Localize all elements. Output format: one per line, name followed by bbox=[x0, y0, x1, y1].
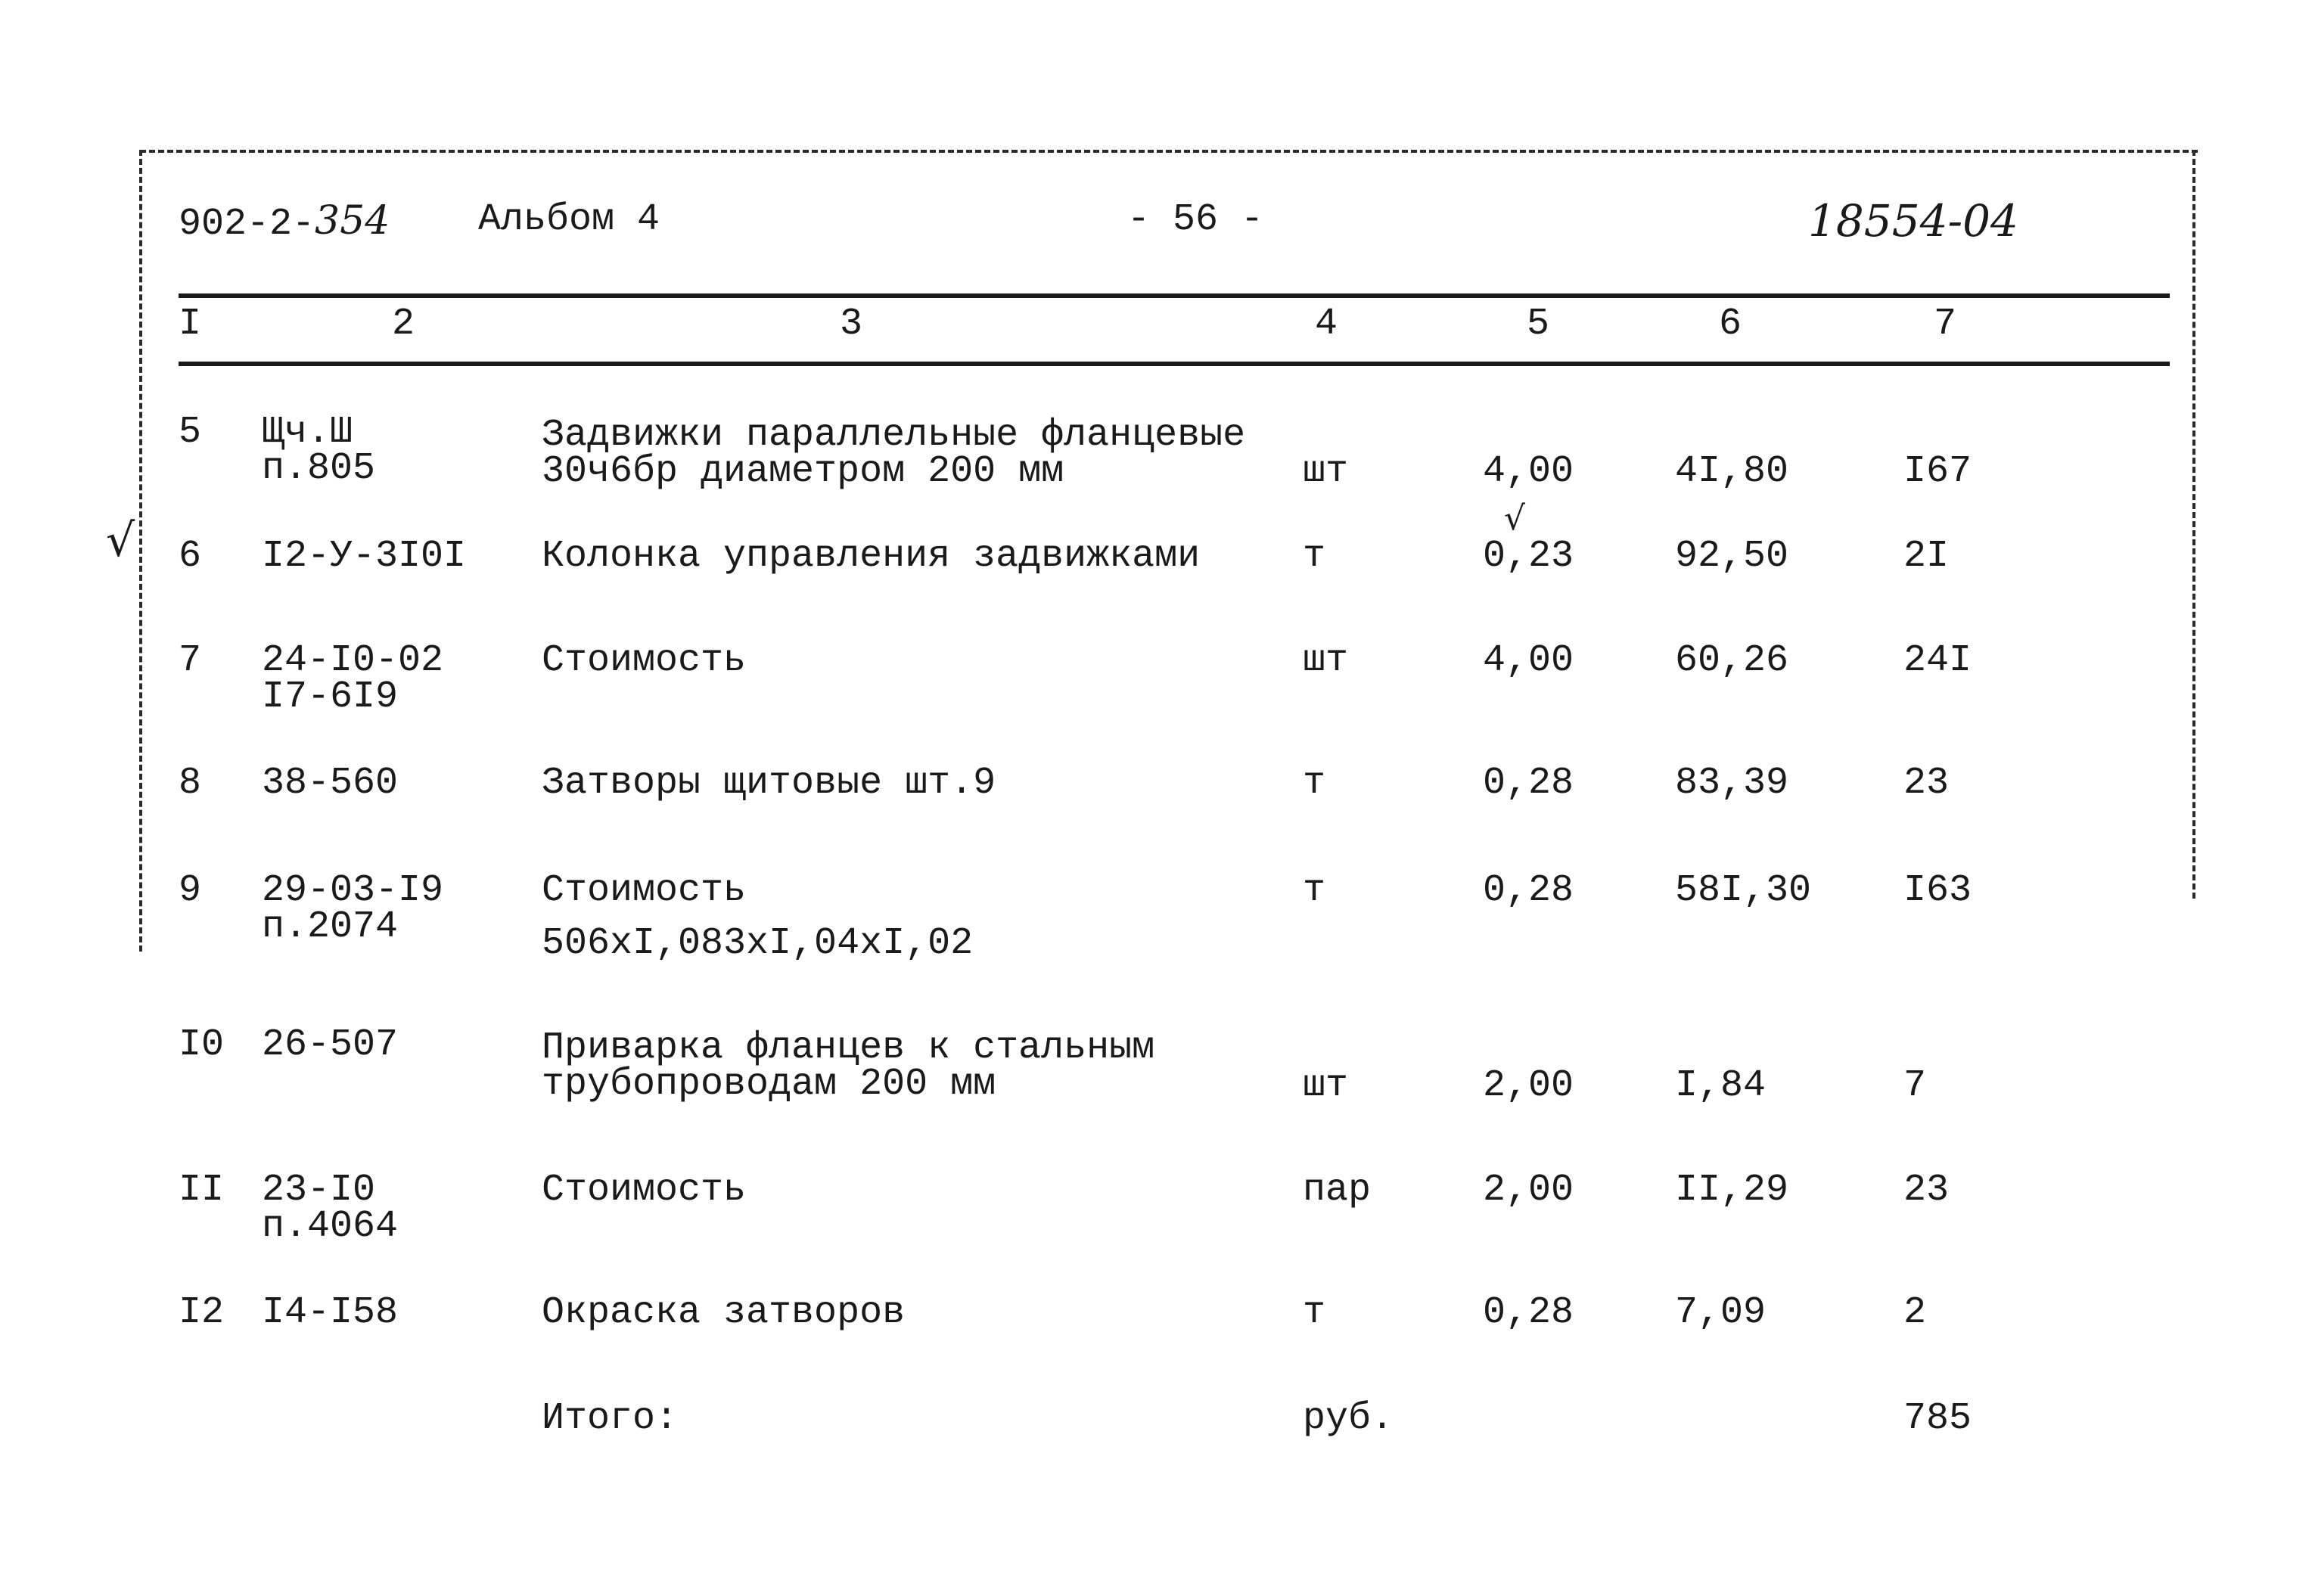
row-code bbox=[262, 1169, 399, 1248]
row-price: 60,26 bbox=[1675, 639, 1789, 682]
row-unit: шт bbox=[1303, 639, 1349, 682]
row-price: 7,09 bbox=[1675, 1291, 1767, 1334]
row-num: 7 bbox=[179, 639, 202, 682]
code-line: п.2074 bbox=[262, 905, 399, 949]
row-qty: 2,00 bbox=[1483, 1169, 1574, 1212]
row-desc bbox=[542, 1169, 747, 1212]
row-unit: т bbox=[1303, 1291, 1326, 1334]
row-qty: 4,00 bbox=[1483, 639, 1574, 682]
row-total: 23 bbox=[1903, 762, 1950, 805]
code-line: I4-I58 bbox=[262, 1291, 399, 1334]
row-code bbox=[262, 762, 399, 805]
row-num: I0 bbox=[179, 1023, 225, 1067]
code-line: I2-У-3I0I bbox=[262, 535, 467, 578]
row-qty: 0,28 bbox=[1483, 869, 1574, 912]
row-unit: шт bbox=[1303, 1064, 1349, 1107]
col-header-5: 5 bbox=[1527, 303, 1550, 346]
col-header-7: 7 bbox=[1934, 303, 1957, 346]
col-header-3: 3 bbox=[840, 303, 863, 346]
row-num: 6 bbox=[179, 535, 202, 578]
desc-line: Окраска затворов bbox=[542, 1291, 906, 1334]
album-label: Альбом 4 bbox=[478, 198, 660, 241]
row-total: 24I bbox=[1903, 639, 1972, 682]
header-rule-bottom bbox=[179, 362, 2170, 366]
desc-line: 30ч6бр диаметром 200 мм bbox=[542, 450, 1064, 493]
row-num: 5 bbox=[179, 411, 202, 454]
row-qty: 2,00 bbox=[1483, 1064, 1574, 1107]
code-line: 23-I0 bbox=[262, 1169, 376, 1212]
row-code bbox=[262, 1291, 399, 1334]
row-num: 8 bbox=[179, 762, 202, 805]
row-qty: 0,28 bbox=[1483, 762, 1574, 805]
row-total: 23 bbox=[1903, 1169, 1950, 1212]
row-unit: т bbox=[1303, 869, 1326, 912]
desc-line: Стоимость bbox=[542, 1169, 747, 1212]
top-border bbox=[140, 150, 2198, 153]
row-desc bbox=[542, 535, 1201, 578]
row-num: II bbox=[179, 1169, 225, 1212]
code-line: Щч.Ш bbox=[262, 411, 353, 454]
row-price: 4I,80 bbox=[1675, 450, 1789, 493]
header-rule-top bbox=[179, 293, 2170, 298]
doc-code-suffix: 354 bbox=[315, 198, 390, 244]
desc-line: трубопроводам 200 мм bbox=[542, 1063, 996, 1106]
margin-checkmark: √ bbox=[106, 514, 135, 567]
code-line: 24-I0-02 bbox=[262, 639, 444, 682]
desc-line: Задвижки параллельные фланцевые bbox=[542, 414, 1246, 457]
desc-line: Стоимость bbox=[542, 639, 747, 682]
desc-line: Затворы щитовые шт.9 bbox=[542, 762, 996, 805]
row-code bbox=[262, 411, 376, 490]
row-qty: 0,28 bbox=[1483, 1291, 1574, 1334]
col-header-1: I bbox=[179, 303, 202, 346]
row-unit: шт bbox=[1303, 450, 1349, 493]
total-label: Итого: bbox=[542, 1397, 679, 1440]
col-header-4: 4 bbox=[1315, 303, 1338, 346]
doc-code bbox=[179, 198, 390, 246]
row-total: 2 bbox=[1903, 1291, 1927, 1334]
page-number: - 56 - bbox=[1127, 198, 1264, 241]
row-price: 92,50 bbox=[1675, 535, 1789, 578]
row-qty: 0,23 bbox=[1483, 535, 1574, 578]
code-line: 26-507 bbox=[262, 1023, 399, 1067]
row-total: I67 bbox=[1903, 450, 1972, 493]
row-price: II,29 bbox=[1675, 1169, 1789, 1212]
row-num: 9 bbox=[179, 869, 202, 912]
row-total: 7 bbox=[1903, 1064, 1927, 1107]
code-line: 29-03-I9 bbox=[262, 869, 444, 912]
row-desc bbox=[542, 639, 747, 682]
row-price: 83,39 bbox=[1675, 762, 1789, 805]
row-desc bbox=[542, 414, 1246, 493]
doc-code-prefix: 902-2- bbox=[179, 203, 315, 246]
inventory-number: 18554-04 bbox=[1808, 195, 2018, 247]
right-border bbox=[2192, 150, 2195, 899]
row-unit: т bbox=[1303, 762, 1326, 805]
row-desc bbox=[542, 762, 996, 805]
code-line: п.805 bbox=[262, 447, 376, 490]
total-unit: руб. bbox=[1303, 1397, 1394, 1440]
row-code bbox=[262, 535, 467, 578]
desc-line: Колонка управления задвижками bbox=[542, 535, 1201, 578]
row-code bbox=[262, 869, 444, 949]
row-code bbox=[262, 1023, 399, 1067]
row-price: I,84 bbox=[1675, 1064, 1767, 1107]
row-qty: 4,00 bbox=[1483, 450, 1574, 493]
row-price: 58I,30 bbox=[1675, 869, 1812, 912]
row-total: 2I bbox=[1903, 535, 1950, 578]
row-unit: т bbox=[1303, 535, 1326, 578]
code-line: I7-6I9 bbox=[262, 675, 399, 719]
qty-checkmark: √ bbox=[1504, 499, 1526, 538]
row-desc bbox=[542, 869, 974, 965]
left-border bbox=[139, 150, 142, 952]
desc-line: 506хI,083хI,04хI,02 bbox=[542, 922, 974, 965]
desc-line: Приварка фланцев к стальным bbox=[542, 1026, 1155, 1070]
row-desc bbox=[542, 1291, 906, 1334]
total-value: 785 bbox=[1903, 1397, 1972, 1440]
row-desc bbox=[542, 1026, 1155, 1106]
row-num: I2 bbox=[179, 1291, 225, 1334]
code-line: 38-560 bbox=[262, 762, 399, 805]
desc-line: Стоимость bbox=[542, 869, 747, 912]
code-line: п.4064 bbox=[262, 1205, 399, 1248]
col-header-2: 2 bbox=[392, 303, 415, 346]
col-header-6: 6 bbox=[1719, 303, 1742, 346]
row-total: I63 bbox=[1903, 869, 1972, 912]
row-unit: пар bbox=[1303, 1169, 1372, 1212]
row-code bbox=[262, 639, 444, 719]
